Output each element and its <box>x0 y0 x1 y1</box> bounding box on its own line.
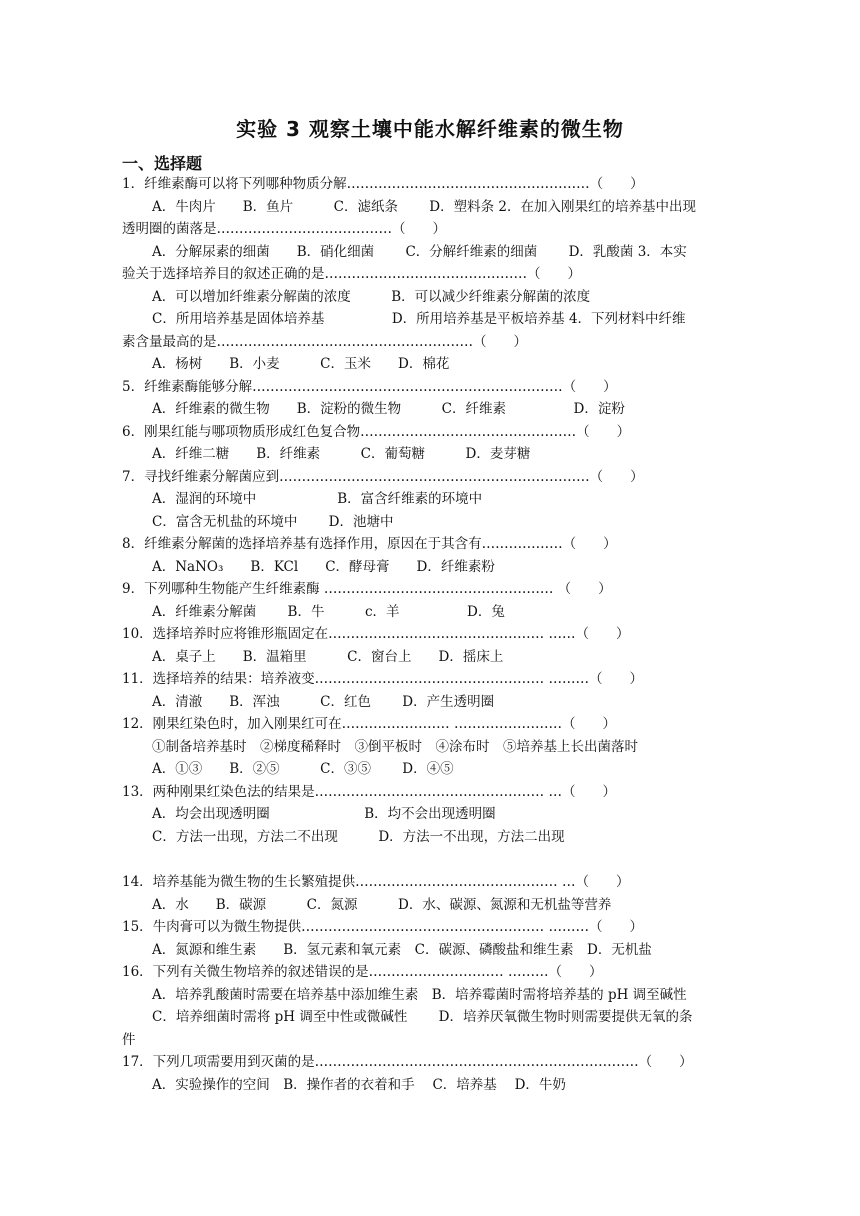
question-line: 17．下列几项需要用到灭菌的是………………………………………………………………（ ） <box>122 1054 693 1070</box>
question-line: 6．刚果红能与哪项物质形成红色复合物…………………………………………（ ） <box>122 424 631 440</box>
option-line: A．氮源和维生素 B．氢元素和氧元素 C．碳源、磷酸盐和维生素 D．无机盐 <box>152 942 652 958</box>
option-line: A．NaNO₃ B．KCl C．酵母膏 D．纤维素粉 <box>152 559 495 575</box>
question-line: 验关于选择培养目的叙述正确的是………………………………………（ ） <box>122 266 581 282</box>
option-line: A．清澈 B．浑浊 C．红色 D．产生透明圈 <box>152 694 495 710</box>
question-line: 15．牛肉膏可以为微生物提供……………………………………………… ………（ ） <box>122 919 643 935</box>
question-line: 8．纤维素分解菌的选择培养基有选择作用，原因在于其含有………………（ ） <box>122 536 617 552</box>
question-line: 16．下列有关微生物培养的叙述错误的是………………………… ………（ ） <box>122 964 603 980</box>
option-line: A．纤维二糖 B．纤维素 C．葡萄糖 D．麦芽糖 <box>152 446 531 462</box>
option-line: A．牛肉片 B．鱼片 C．滤纸条 D．塑料条 2．在加入刚果红的培养基中出现 <box>152 199 696 215</box>
question-line: 13．两种刚果红染色法的结果是…………………………………………… …（ ） <box>122 784 616 800</box>
option-line: ①制备培养基时 ②梯度稀释时 ③倒平板时 ④涂布时 ⑤培养基上长出菌落时 <box>152 739 638 755</box>
option-line: C．所用培养基是固体培养基 D．所用培养基是平板培养基 4．下列材料中纤维 <box>152 311 686 327</box>
option-line: A．均会出现透明圈 B．均不会出现透明圈 <box>152 806 496 822</box>
question-line: 1．纤维素酶可以将下列哪种物质分解………………………………………………（ ） <box>122 176 644 192</box>
option-line: C．培养细菌时需将 pH 调至中性或微碱性 D．培养厌氧微生物时则需要提供无氧的条 <box>152 1009 693 1025</box>
option-line: C．方法一出现，方法二不出现 D．方法一不出现，方法二出现 <box>152 829 565 845</box>
section-heading: 一、选择题 <box>122 154 203 173</box>
option-line: A．分解尿素的细菌 B．硝化细菌 C．分解纤维素的细菌 D．乳酸菌 3．本实 <box>152 244 687 260</box>
option-line: C．富含无机盐的环境中 D．池塘中 <box>152 514 394 530</box>
option-line: A．纤维素的微生物 B．淀粉的微生物 C．纤维素 D．淀粉 <box>152 401 625 417</box>
option-line: A．杨树 B．小麦 C．玉米 D．棉花 <box>152 356 450 372</box>
option-line: A．湿润的环境中 B．富含纤维素的环境中 <box>152 491 483 507</box>
question-line: 7．寻找纤维素分解菌应到……………………………………………………………（ ） <box>122 469 644 485</box>
question-line: 5．纤维素酶能够分解……………………………………………………………（ ） <box>122 379 617 395</box>
option-line: A．①③ B．②⑤ C．③⑤ D．④⑤ <box>152 761 454 777</box>
option-line: A．水 B．碳源 C．氮源 D．水、碳源、氮源和无机盐等营养 <box>152 897 612 913</box>
option-line: A．培养乳酸菌时需要在培养基中添加维生素 B．培养霉菌时需将培养基的 pH 调至碱性 <box>152 987 687 1003</box>
question-line: 透明圈的菌落是…………………………………（ ） <box>122 221 446 237</box>
page-title: 实验 3 观察土壤中能水解纤维素的微生物 <box>236 117 624 141</box>
question-line: 素含量最高的是…………………………………………………（ ） <box>122 334 527 350</box>
question-line: 12．刚果红染色时，加入刚果红可在…………………… ……………………（ ） <box>122 716 616 732</box>
question-line: 9．下列哪种生物能产生纤维素酶 …………………………………………… （ ） <box>122 581 612 597</box>
question-line: 14．培养基能为微生物的生长繁殖提供……………………………………… …（ ） <box>122 874 630 890</box>
option-line: A．桌子上 B．温箱里 C．窗台上 D．摇床上 <box>152 649 504 665</box>
option-line: A．可以增加纤维素分解菌的浓度 B．可以减少纤维素分解菌的浓度 <box>152 289 591 305</box>
option-line: A．实验操作的空间 B．操作者的衣着和手 C．培养基 D．牛奶 <box>152 1077 566 1093</box>
question-line: 11．选择培养的结果：培养液变…………………………………………… ………（ ） <box>122 671 643 687</box>
question-line: 10．选择培养时应将锥形瓶固定在………………………………………… ……（ ） <box>122 626 630 642</box>
option-line: A．纤维素分解菌 B．牛 c．羊 D．兔 <box>152 604 505 620</box>
question-line: 件 <box>122 1032 136 1048</box>
